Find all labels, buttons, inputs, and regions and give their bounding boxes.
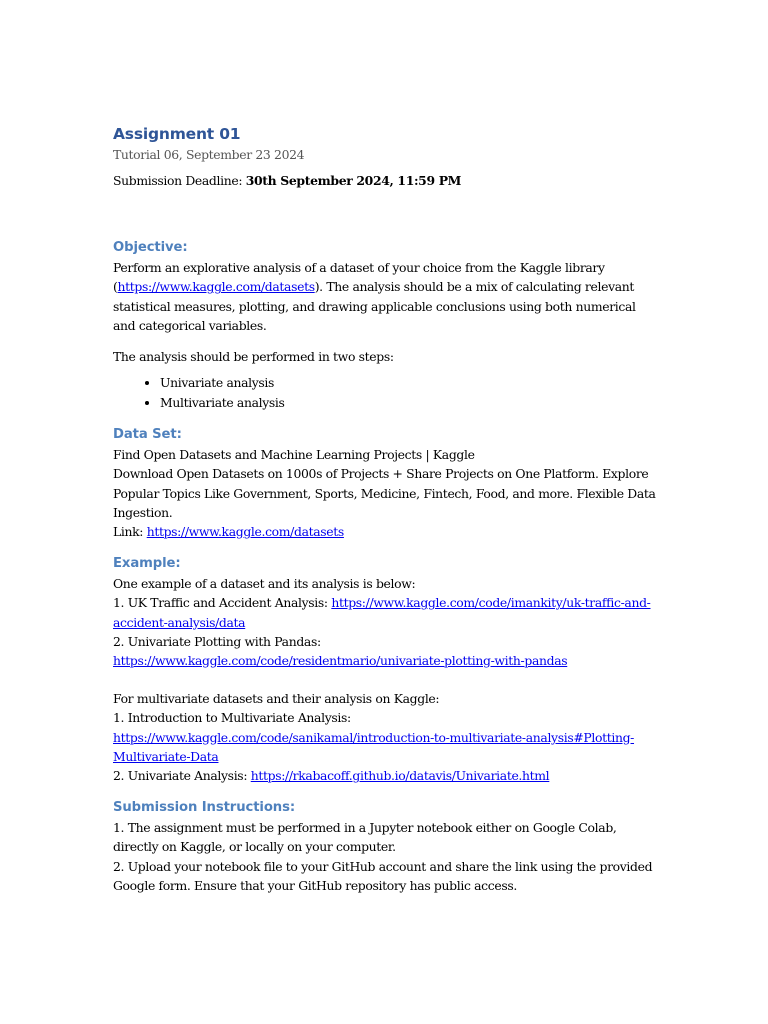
example-item-3	[113, 708, 658, 766]
submission-heading: Submission Instructions:	[113, 800, 295, 816]
example-item-1-label: 1. UK Traffic and Accident Analysis:	[113, 595, 328, 611]
submission-line1: 1. The assignment must be performed in a Jupyter notebook either on Google Colab, directly on Kaggle, or locally on your computer.	[113, 820, 617, 855]
assignment-title: Assignment 01	[113, 125, 241, 143]
list-item: • Univariate analysis	[160, 373, 658, 393]
multivariate-intro: For multivariate datasets and their analysis on Kaggle:	[113, 691, 440, 707]
example-item-3-label: 1. Introduction to Multivariate Analysis:	[113, 710, 351, 726]
list-item: • Multivariate analysis	[160, 393, 658, 413]
subtitle-clip	[113, 145, 658, 162]
example-item-4	[113, 766, 658, 785]
dataset-link-line	[113, 522, 658, 541]
example-item-2	[113, 632, 658, 670]
steps-intro: The analysis should be performed in two steps:	[113, 349, 394, 365]
dataset-heading: Data Set:	[113, 427, 182, 443]
objective-text-part2: ). The analysis should be a mix of calculating relevant statistical measures, plotting, and drawing applicable conclusions using both numerical and categorical variables.	[113, 279, 636, 333]
example-heading: Example:	[113, 556, 181, 572]
univariate-plotting-link[interactable]: https://www.kaggle.com/code/residentmario/univariate-plotting-with-pandas	[113, 653, 568, 669]
deadline-value: 30th September 2024, 11:59 PM	[245, 173, 462, 188]
univariate-analysis-link[interactable]: https://rkabacoff.github.io/datavis/Univariate.html	[250, 768, 550, 784]
submission-deadline	[113, 171, 658, 190]
example-item-2-label: 2. Univariate Plotting with Pandas:	[113, 633, 321, 649]
dataset-kaggle-link[interactable]: https://www.kaggle.com/datasets	[146, 524, 344, 540]
objective-text-part1: Perform an explorative analysis of a dataset of your choice from the Kaggle library (	[113, 260, 605, 295]
dataset-line2: Download Open Datasets on 1000s of Projects + Share Projects on One Platform. Explore Popular Topics Like Government, Sports, Medicine, Fintech, Food, and more. Flexible Data Ingestion.	[113, 466, 656, 520]
uk-traffic-link[interactable]: https://www.kaggle.com/code/imankity/uk-traffic-and-accident-analysis/data	[113, 595, 651, 630]
document-body	[113, 124, 658, 895]
example-item-1	[113, 593, 658, 631]
example-intro: One example of a dataset and its analysis is below:	[113, 576, 416, 592]
objective-heading: Objective:	[113, 240, 188, 256]
example-item-4-label: 2. Univariate Analysis:	[113, 768, 248, 784]
deadline-label: Submission Deadline:	[113, 173, 243, 188]
objective-text	[113, 258, 658, 335]
dataset-line1: Find Open Datasets and Machine Learning Projects | Kaggle	[113, 447, 475, 463]
submission-line2: 2. Upload your notebook file to your GitHub account and share the link using the provided Google form. Ensure that your GitHub repository has public access.	[113, 858, 653, 893]
multivariate-analysis-link[interactable]: https://www.kaggle.com/code/sanikamal/introduction-to-multivariate-analysis#Plotting-Multivariate-Data	[113, 729, 635, 764]
objective-kaggle-link[interactable]: https://www.kaggle.com/datasets	[117, 279, 315, 295]
assignment-subtitle: Tutorial 06, September 23 2024	[113, 147, 305, 162]
steps-list	[113, 373, 658, 412]
dataset-link-label: Link:	[113, 524, 144, 540]
